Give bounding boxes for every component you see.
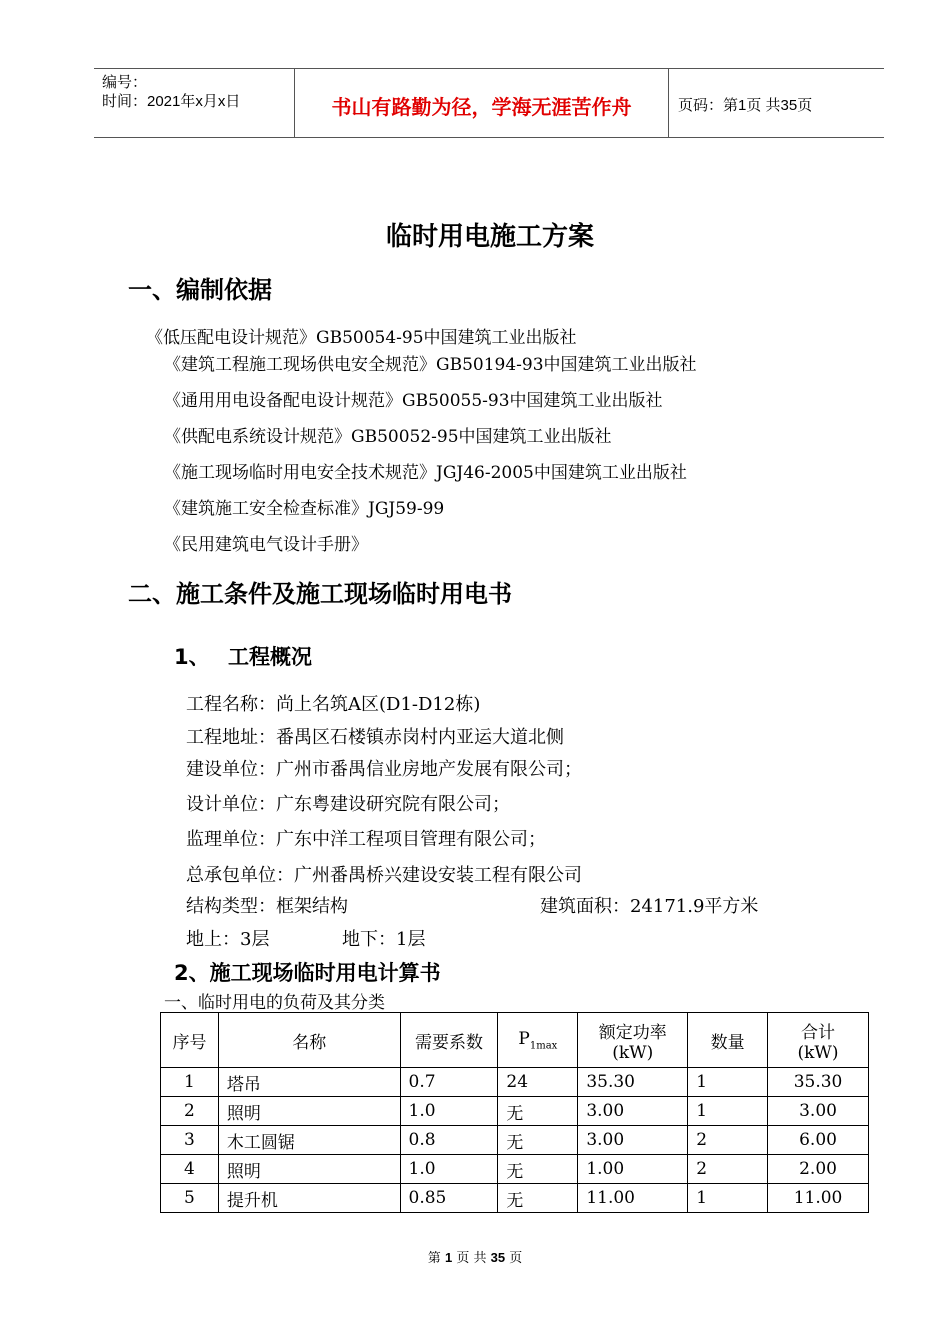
cell-rated-power: 1.00 bbox=[578, 1155, 688, 1184]
header-page-info: 页码：第1页 共35页 bbox=[678, 97, 813, 114]
col-header-demand-factor: 需要系数 bbox=[400, 1013, 498, 1068]
cell-demand-factor: 0.7 bbox=[400, 1068, 498, 1097]
cell-name: 木工圆锯 bbox=[218, 1126, 400, 1155]
rated-power-unit: (kW) bbox=[612, 1042, 654, 1063]
project-supervisor: 监理单位：广东中洋工程项目管理有限公司； bbox=[186, 829, 546, 850]
pmax-symbol: P bbox=[518, 1028, 530, 1049]
project-builder: 建设单位：广州市番禺信业房地产发展有限公司； bbox=[186, 759, 582, 780]
col-header-quantity: 数量 bbox=[688, 1013, 768, 1068]
cell-index: 5 bbox=[161, 1184, 219, 1213]
pmax-subscript: 1max bbox=[529, 1040, 558, 1052]
table-row bbox=[161, 1155, 869, 1184]
reference-item: 《通用用电设备配电设计规范》GB50055-93中国建筑工业出版社 bbox=[164, 391, 663, 411]
footer-total-pages: 35 bbox=[490, 1250, 506, 1265]
cell-name: 塔吊 bbox=[218, 1068, 400, 1097]
rated-power-label: 额定功率 bbox=[598, 1022, 667, 1043]
project-name: 工程名称：尚上名筑A区(D1-D12栋) bbox=[186, 694, 481, 715]
col-header-pmax bbox=[498, 1013, 578, 1068]
cell-index: 2 bbox=[161, 1097, 219, 1126]
reference-item: 《供配电系统设计规范》GB50052-95中国建筑工业出版社 bbox=[164, 427, 612, 447]
cell-quantity: 2 bbox=[688, 1126, 768, 1155]
project-floors-above: 地上：3层 bbox=[186, 929, 270, 950]
subsection-number: 1、 bbox=[174, 645, 210, 669]
header-divider bbox=[668, 69, 669, 137]
cell-pmax: 无 bbox=[498, 1126, 578, 1155]
col-header-index: 序号 bbox=[161, 1013, 219, 1068]
cell-demand-factor: 0.8 bbox=[400, 1126, 498, 1155]
table-row bbox=[161, 1126, 869, 1155]
project-floors-below: 地下：1层 bbox=[342, 929, 426, 950]
table-row bbox=[161, 1097, 869, 1126]
cell-quantity: 1 bbox=[688, 1184, 768, 1213]
project-designer: 设计单位：广东粤建设研究院有限公司； bbox=[186, 794, 510, 815]
table-header-row bbox=[161, 1013, 869, 1068]
document-title: 临时用电施工方案 bbox=[385, 222, 594, 252]
project-area: 建筑面积：24171.9平方米 bbox=[540, 896, 759, 917]
page-header bbox=[94, 68, 884, 138]
cell-index: 3 bbox=[161, 1126, 219, 1155]
cell-rated-power: 35.30 bbox=[578, 1068, 688, 1097]
cell-pmax: 无 bbox=[498, 1184, 578, 1213]
cell-pmax: 24 bbox=[498, 1068, 578, 1097]
subsection-title-overview: 工程概况 bbox=[228, 645, 312, 669]
table-caption: 一、临时用电的负荷及其分类 bbox=[164, 993, 385, 1013]
reference-item: 《建筑工程施工现场供电安全规范》GB50194-93中国建筑工业出版社 bbox=[164, 355, 697, 375]
project-contractor: 总承包单位：广州番禺桥兴建设安装工程有限公司 bbox=[186, 865, 582, 886]
footer-mid: 页 共 bbox=[456, 1251, 487, 1266]
footer-page-number: 1 bbox=[444, 1250, 453, 1265]
cell-index: 1 bbox=[161, 1068, 219, 1097]
subsection-title-calculation: 2、施工现场临时用电计算书 bbox=[174, 961, 441, 985]
col-header-name: 名称 bbox=[218, 1013, 400, 1068]
load-table bbox=[160, 1012, 869, 1213]
header-number: 编号： bbox=[102, 74, 148, 91]
section-heading-basis: 一、编制依据 bbox=[128, 276, 272, 304]
cell-demand-factor: 0.85 bbox=[400, 1184, 498, 1213]
cell-pmax: 无 bbox=[498, 1155, 578, 1184]
col-header-rated-power bbox=[578, 1013, 688, 1068]
table-row bbox=[161, 1184, 869, 1213]
cell-total: 2.00 bbox=[768, 1155, 869, 1184]
table-row bbox=[161, 1068, 869, 1097]
reference-item: 《建筑施工安全检查标准》JGJ59-99 bbox=[164, 499, 445, 519]
footer-suffix: 页 bbox=[509, 1251, 523, 1266]
cell-demand-factor: 1.0 bbox=[400, 1155, 498, 1184]
cell-quantity: 1 bbox=[688, 1068, 768, 1097]
cell-name: 照明 bbox=[218, 1097, 400, 1126]
col-header-total bbox=[768, 1013, 869, 1068]
cell-rated-power: 3.00 bbox=[578, 1126, 688, 1155]
header-motto: 书山有路勤为径，学海无涯苦作舟 bbox=[331, 95, 632, 119]
project-address: 工程地址：番禺区石楼镇赤岗村内亚运大道北侧 bbox=[186, 727, 564, 748]
cell-name: 提升机 bbox=[218, 1184, 400, 1213]
total-unit: (kW) bbox=[797, 1042, 839, 1063]
header-meta bbox=[102, 73, 240, 111]
cell-total: 3.00 bbox=[768, 1097, 869, 1126]
cell-name: 照明 bbox=[218, 1155, 400, 1184]
reference-item: 《民用建筑电气设计手册》 bbox=[164, 535, 368, 555]
reference-item: 《低压配电设计规范》GB50054-95中国建筑工业出版社 bbox=[146, 328, 577, 348]
footer-prefix: 第 bbox=[427, 1251, 441, 1266]
cell-total: 35.30 bbox=[768, 1068, 869, 1097]
cell-demand-factor: 1.0 bbox=[400, 1097, 498, 1126]
total-label: 合计 bbox=[801, 1022, 836, 1043]
cell-total: 11.00 bbox=[768, 1184, 869, 1213]
reference-item: 《施工现场临时用电安全技术规范》JGJ46-2005中国建筑工业出版社 bbox=[164, 463, 687, 483]
cell-index: 4 bbox=[161, 1155, 219, 1184]
cell-quantity: 1 bbox=[688, 1097, 768, 1126]
cell-pmax: 无 bbox=[498, 1097, 578, 1126]
page-footer bbox=[0, 1247, 950, 1266]
project-structure: 结构类型：框架结构 bbox=[186, 896, 348, 917]
cell-quantity: 2 bbox=[688, 1155, 768, 1184]
section-heading-conditions: 二、施工条件及施工现场临时用电书 bbox=[128, 580, 512, 608]
cell-rated-power: 3.00 bbox=[578, 1097, 688, 1126]
cell-rated-power: 11.00 bbox=[578, 1184, 688, 1213]
cell-total: 6.00 bbox=[768, 1126, 869, 1155]
header-time: 时间：2021年x月x日 bbox=[102, 93, 241, 110]
